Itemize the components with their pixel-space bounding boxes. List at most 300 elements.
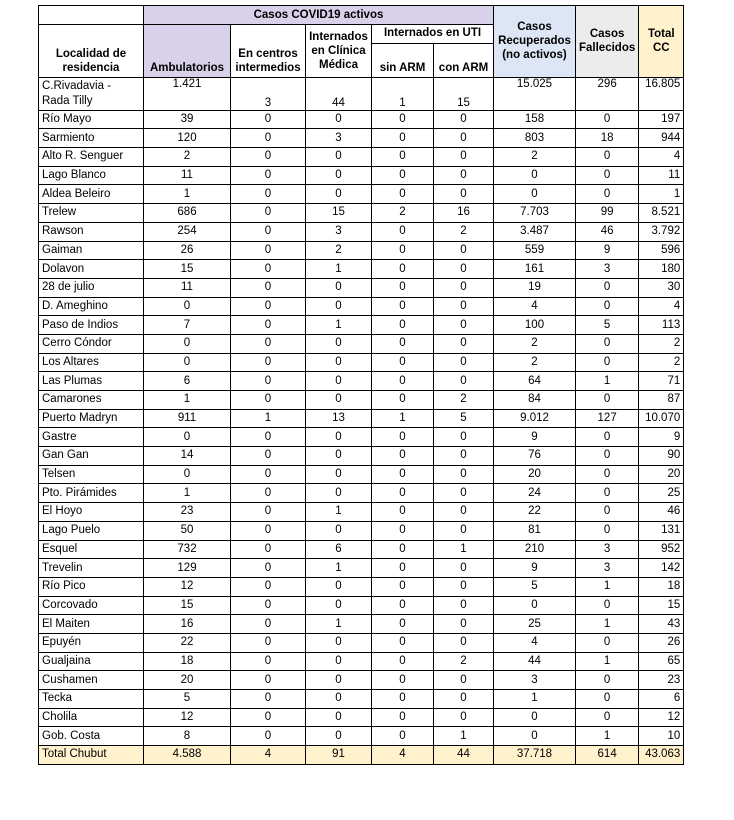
cell-carm: 0 [434,633,494,652]
table-row [39,241,684,260]
cell-cm: 1 [306,615,372,634]
cell-amb: 14 [144,447,231,466]
cell-sarm: 1 [372,77,434,110]
cell-carm: 0 [434,559,494,578]
locality-name: Gob. Costa [39,727,144,746]
cell-fal: 3 [576,559,639,578]
cell-cm: 0 [306,465,372,484]
cell-cm: 2 [306,241,372,260]
cell-carm: 0 [434,129,494,148]
cell-fal: 0 [576,391,639,410]
cell-amb: 39 [144,110,231,129]
table-row [39,690,684,709]
cell-tot: 142 [639,559,684,578]
cell-tot: 9 [639,428,684,447]
cell-amb: 15 [144,596,231,615]
cell-amb: 12 [144,708,231,727]
cell-tot: 46 [639,503,684,522]
cell-amb: 22 [144,633,231,652]
cell-cm: 0 [306,353,372,372]
cell-sarm: 0 [372,465,434,484]
header-intermediate [231,25,306,78]
cell-sarm: 0 [372,727,434,746]
cell-rec: 24 [494,484,576,503]
cell-fal: 0 [576,148,639,167]
locality-name: El Maiten [39,615,144,634]
cell-sarm: 0 [372,110,434,129]
table-row [39,727,684,746]
cell-amb: 12 [144,577,231,596]
cell-ci: 0 [231,447,306,466]
cell-fal: 0 [576,503,639,522]
cell-tot: 16.805 [639,77,684,110]
table-row [39,447,684,466]
covid-cases-table [38,5,684,765]
cell-fal: 1 [576,577,639,596]
cell-sarm: 0 [372,503,434,522]
locality-name: Trelew [39,204,144,223]
cell-tot: 113 [639,316,684,335]
locality-name: Cholila [39,708,144,727]
cell-rec: 2 [494,353,576,372]
header-ambulatory [144,25,231,78]
cell-sarm: 0 [372,297,434,316]
cell-ci: 0 [231,278,306,297]
header-active-cases: Casos COVID19 activos [144,6,494,25]
cell-cm: 0 [306,690,372,709]
cell-rec: 64 [494,372,576,391]
cell-cm: 0 [306,447,372,466]
cell-rec: 0 [494,727,576,746]
cell-sarm: 0 [372,708,434,727]
locality-name: C.Rivadavia - Rada Tilly [39,77,144,110]
header-locality-label: Localidad de residencia [55,47,127,74]
cell-tot: 23 [639,671,684,690]
cell-carm: 0 [434,185,494,204]
cell-rec: 0 [494,166,576,185]
cell-carm: 0 [434,260,494,279]
header-uti: Internados en UTI [372,25,494,44]
locality-name: Alto R. Senguer [39,148,144,167]
cell-ci: 0 [231,540,306,559]
cell-rec: 0 [494,596,576,615]
cell-amb: 50 [144,521,231,540]
cell-ci: 0 [231,316,306,335]
cell-fal: 0 [576,185,639,204]
total-cell-amb: 4.588 [144,746,231,765]
cell-amb: 1 [144,484,231,503]
cell-sarm: 0 [372,166,434,185]
cell-sarm: 0 [372,690,434,709]
cell-cm: 0 [306,391,372,410]
cell-fal: 99 [576,204,639,223]
cell-carm: 0 [434,615,494,634]
cell-sarm: 0 [372,185,434,204]
cell-ci: 0 [231,260,306,279]
cell-ci: 0 [231,465,306,484]
table-row [39,166,684,185]
cell-carm: 2 [434,652,494,671]
table-row [39,129,684,148]
locality-name: Telsen [39,465,144,484]
cell-tot: 25 [639,484,684,503]
cell-cm: 0 [306,428,372,447]
header-locality [39,25,144,78]
locality-name: D. Ameghino [39,297,144,316]
table-row [39,409,684,428]
cell-ci: 0 [231,297,306,316]
cell-carm: 0 [434,447,494,466]
cell-sarm: 0 [372,241,434,260]
cell-ci: 0 [231,148,306,167]
cell-sarm: 0 [372,316,434,335]
cell-sarm: 0 [372,447,434,466]
cell-amb: 0 [144,334,231,353]
table-row [39,577,684,596]
total-row [39,746,684,765]
locality-name: Sarmiento [39,129,144,148]
cell-tot: 11 [639,166,684,185]
cell-tot: 4 [639,148,684,167]
cell-amb: 23 [144,503,231,522]
cell-sarm: 0 [372,222,434,241]
header-recovered [494,6,576,78]
cell-sarm: 0 [372,428,434,447]
cell-rec: 4 [494,297,576,316]
cell-carm: 0 [434,278,494,297]
table-row [39,260,684,279]
cell-amb: 129 [144,559,231,578]
cell-carm: 0 [434,577,494,596]
cell-amb: 11 [144,166,231,185]
locality-name: Pto. Pirámides [39,484,144,503]
cell-amb: 7 [144,316,231,335]
cell-tot: 6 [639,690,684,709]
header-deceased-label: Casos Fallecidos [579,28,636,55]
cell-ci: 0 [231,241,306,260]
cell-tot: 18 [639,577,684,596]
cell-tot: 596 [639,241,684,260]
table-row [39,316,684,335]
header-no-arm: sin ARM [372,43,434,77]
cell-fal: 0 [576,428,639,447]
locality-name: Gualjaina [39,652,144,671]
cell-rec: 22 [494,503,576,522]
cell-carm: 0 [434,148,494,167]
cell-sarm: 0 [372,540,434,559]
cell-fal: 0 [576,110,639,129]
table-row [39,334,684,353]
cell-tot: 26 [639,633,684,652]
cell-rec: 44 [494,652,576,671]
total-cell-ci: 4 [231,746,306,765]
cell-tot: 4 [639,297,684,316]
table-row [39,77,684,110]
cell-carm: 16 [434,204,494,223]
table-row [39,185,684,204]
total-cell-fal: 614 [576,746,639,765]
cell-amb: 2 [144,148,231,167]
table-row [39,559,684,578]
header-intermediate-label: En centros intermedios [235,47,301,74]
locality-name: Aldea Beleiro [39,185,144,204]
cell-ci: 0 [231,185,306,204]
table-row [39,428,684,447]
cell-ci: 0 [231,521,306,540]
cell-amb: 5 [144,690,231,709]
cell-fal: 1 [576,652,639,671]
cell-fal: 0 [576,596,639,615]
locality-name: Puerto Madryn [39,409,144,428]
cell-amb: 18 [144,652,231,671]
cell-sarm: 0 [372,615,434,634]
table-row [39,633,684,652]
header-total-label: Total CC [647,28,675,55]
cell-ci: 0 [231,708,306,727]
cell-amb: 0 [144,353,231,372]
table-row [39,391,684,410]
cell-fal: 0 [576,278,639,297]
cell-rec: 4 [494,633,576,652]
cell-cm: 0 [306,652,372,671]
table-row [39,652,684,671]
table-row [39,671,684,690]
locality-name: Lago Blanco [39,166,144,185]
cell-sarm: 0 [372,652,434,671]
header-clinic [306,25,372,78]
cell-sarm: 0 [372,521,434,540]
cell-ci: 1 [231,409,306,428]
cell-ci: 0 [231,484,306,503]
cell-amb: 0 [144,297,231,316]
locality-name: Río Mayo [39,110,144,129]
cell-fal: 1 [576,372,639,391]
table-row [39,204,684,223]
cell-ci: 0 [231,372,306,391]
cell-ci: 0 [231,391,306,410]
cell-amb: 20 [144,671,231,690]
total-cell-cm: 91 [306,746,372,765]
cell-tot: 87 [639,391,684,410]
cell-rec: 9 [494,428,576,447]
cell-cm: 6 [306,540,372,559]
cell-rec: 7.703 [494,204,576,223]
locality-name: Rawson [39,222,144,241]
cell-tot: 2 [639,334,684,353]
header-recovered-label: Casos Recuperados (no activos) [498,21,571,62]
header-locality-top [39,6,144,25]
table-row [39,484,684,503]
cell-ci: 0 [231,110,306,129]
cell-rec: 19 [494,278,576,297]
cell-cm: 0 [306,596,372,615]
cell-fal: 9 [576,241,639,260]
table-row [39,372,684,391]
cell-tot: 12 [639,708,684,727]
table-row [39,222,684,241]
locality-name: Corcovado [39,596,144,615]
cell-cm: 0 [306,185,372,204]
locality-name: Tecka [39,690,144,709]
cell-ci: 3 [231,77,306,110]
cell-tot: 8.521 [639,204,684,223]
cell-sarm: 0 [372,633,434,652]
locality-name: 28 de julio [39,278,144,297]
cell-rec: 84 [494,391,576,410]
cell-rec: 559 [494,241,576,260]
total-cell-tot: 43.063 [639,746,684,765]
cell-ci: 0 [231,559,306,578]
table-row [39,465,684,484]
cell-cm: 13 [306,409,372,428]
cell-rec: 0 [494,185,576,204]
cell-sarm: 0 [372,148,434,167]
cell-rec: 9 [494,559,576,578]
cell-amb: 0 [144,428,231,447]
cell-carm: 0 [434,484,494,503]
cell-ci: 0 [231,334,306,353]
cell-rec: 3 [494,671,576,690]
cell-tot: 10.070 [639,409,684,428]
cell-cm: 0 [306,166,372,185]
cell-cm: 0 [306,334,372,353]
cell-tot: 197 [639,110,684,129]
cell-rec: 15.025 [494,77,576,110]
cell-tot: 43 [639,615,684,634]
locality-name: Río Pico [39,577,144,596]
cell-carm: 0 [434,428,494,447]
cell-carm: 2 [434,222,494,241]
cell-sarm: 2 [372,204,434,223]
cell-rec: 0 [494,708,576,727]
cell-cm: 0 [306,148,372,167]
cell-rec: 20 [494,465,576,484]
cell-cm: 0 [306,521,372,540]
cell-amb: 16 [144,615,231,634]
locality-name: Los Altares [39,353,144,372]
cell-fal: 3 [576,260,639,279]
cell-sarm: 0 [372,278,434,297]
cell-cm: 1 [306,503,372,522]
cell-fal: 0 [576,484,639,503]
cell-rec: 2 [494,334,576,353]
cell-carm: 1 [434,540,494,559]
cell-tot: 90 [639,447,684,466]
cell-carm: 0 [434,503,494,522]
total-cell-carm: 44 [434,746,494,765]
cell-cm: 0 [306,372,372,391]
cell-rec: 3.487 [494,222,576,241]
cell-amb: 11 [144,278,231,297]
cell-ci: 0 [231,428,306,447]
cell-fal: 3 [576,540,639,559]
table-row [39,353,684,372]
cell-tot: 71 [639,372,684,391]
cell-cm: 1 [306,559,372,578]
cell-amb: 0 [144,465,231,484]
cell-tot: 1 [639,185,684,204]
table-row [39,503,684,522]
cell-fal: 127 [576,409,639,428]
table-row [39,540,684,559]
cell-tot: 944 [639,129,684,148]
cell-carm: 0 [434,297,494,316]
cell-ci: 0 [231,652,306,671]
cell-fal: 0 [576,671,639,690]
cell-ci: 0 [231,727,306,746]
header-deceased [576,6,639,78]
cell-rec: 210 [494,540,576,559]
cell-carm: 0 [434,521,494,540]
header-ambulatory-label: Ambulatorios [149,61,225,74]
cell-ci: 0 [231,353,306,372]
cell-carm: 5 [434,409,494,428]
total-cell-sarm: 4 [372,746,434,765]
cell-tot: 2 [639,353,684,372]
cell-tot: 20 [639,465,684,484]
cell-sarm: 1 [372,409,434,428]
cell-rec: 803 [494,129,576,148]
cell-carm: 0 [434,690,494,709]
cell-fal: 0 [576,334,639,353]
cell-tot: 3.792 [639,222,684,241]
cell-carm: 0 [434,316,494,335]
cell-cm: 0 [306,297,372,316]
cell-amb: 732 [144,540,231,559]
table-row [39,148,684,167]
cell-cm: 1 [306,316,372,335]
cell-carm: 0 [434,465,494,484]
cell-ci: 0 [231,615,306,634]
table-row [39,278,684,297]
cell-ci: 0 [231,204,306,223]
cell-cm: 0 [306,110,372,129]
cell-fal: 0 [576,633,639,652]
table-row [39,521,684,540]
cell-ci: 0 [231,690,306,709]
header-clinic-label: Internados en Clínica Médica [309,30,368,71]
cell-ci: 0 [231,503,306,522]
cell-carm: 0 [434,596,494,615]
cell-rec: 9.012 [494,409,576,428]
table-row [39,596,684,615]
cell-cm: 0 [306,484,372,503]
table-row [39,110,684,129]
cell-carm: 0 [434,708,494,727]
cell-fal: 1 [576,615,639,634]
table-row [39,708,684,727]
cell-amb: 1 [144,391,231,410]
cell-carm: 15 [434,77,494,110]
total-label: Total Chubut [39,746,144,765]
cell-rec: 161 [494,260,576,279]
cell-tot: 15 [639,596,684,615]
cell-cm: 0 [306,727,372,746]
cell-carm: 0 [434,166,494,185]
header-total [639,6,684,78]
cell-fal: 0 [576,353,639,372]
cell-tot: 952 [639,540,684,559]
cell-sarm: 0 [372,260,434,279]
cell-sarm: 0 [372,391,434,410]
cell-ci: 0 [231,633,306,652]
cell-amb: 911 [144,409,231,428]
cell-amb: 1 [144,185,231,204]
cell-ci: 0 [231,596,306,615]
cell-cm: 0 [306,633,372,652]
cell-rec: 2 [494,148,576,167]
cell-carm: 0 [434,353,494,372]
